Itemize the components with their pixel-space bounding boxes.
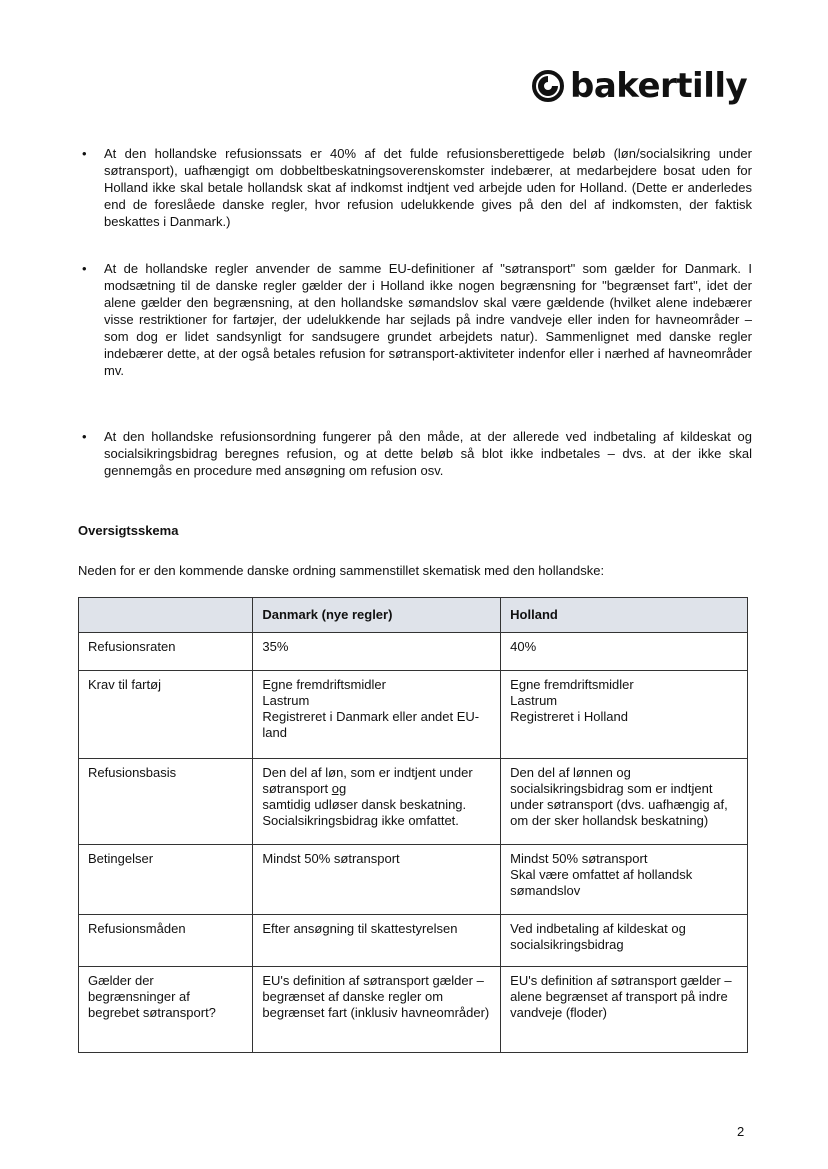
table-row (79, 671, 748, 759)
table-cell (253, 967, 501, 1053)
table-cell (253, 671, 501, 759)
cell-line: Egne fremdriftsmidler (262, 677, 386, 692)
cell-line: Socialsikringsbidrag ikke omfattet. (262, 813, 459, 828)
table-cell (501, 633, 748, 671)
table-cell (253, 915, 501, 967)
table-row (79, 759, 748, 845)
table-cell (501, 915, 748, 967)
table-cell (253, 633, 501, 671)
table-cell (253, 845, 501, 915)
bullet-item (82, 145, 752, 230)
cell-line: 35% (262, 639, 289, 654)
bakertilly-swirl-icon (532, 70, 564, 102)
cell-line: Ved indbetaling af kildeskat og socialsikringsbidrag (510, 921, 686, 952)
row-label: Gælder der begrænsninger af begrebet søtransport? (79, 967, 253, 1053)
row-label: Betingelser (79, 845, 253, 915)
table-row (79, 967, 748, 1053)
table-cell (501, 759, 748, 845)
page-number: 2 (737, 1124, 745, 1139)
cell-line: Den del af lønnen og socialsikringsbidrag som er indtjent under søtransport (dvs. uafhængig af, om der sker hollandsk beskatning) (510, 765, 728, 828)
table-header-cell: Holland (501, 598, 748, 633)
bullet-marker: • (82, 146, 87, 161)
table-header-row (79, 598, 748, 633)
comparison-table (78, 597, 748, 1053)
company-logo (532, 66, 747, 106)
cell-line: Skal være omfattet af hollandsk sømandslov (510, 867, 693, 898)
table-row (79, 845, 748, 915)
table-cell (501, 967, 748, 1053)
cell-line: Mindst 50% søtransport (262, 851, 400, 866)
table-cell (253, 759, 501, 845)
cell-line: EU's definition af søtransport gælder – begrænset af danske regler om begrænset fart (inklusiv havneområder) (262, 973, 490, 1020)
section-title: Oversigtsskema (78, 523, 179, 538)
cell-line: Registreret i Danmark eller andet EU-land (262, 709, 480, 740)
cell-line: Lastrum (510, 693, 558, 708)
bullet-text: At de hollandske regler anvender de samme EU-definitioner af "søtransport" som gælder for Danmark. I modsætning til de danske regler gælder der i Holland ikke nogen begrænsning for "begrænset fart", idet der alene gælder den begrænsning, at den hollandske sømandslov skal være gældende (hvilket alene indebærer visse restriktioner for fartøjer, der udelukkende har sejlads på indre vandveje eller inden for havneområder – som dog er lidet sandsynligt for sandsugere grundet arbejdets natur). Sammenlignet med danske regler indebærer dette, at der også betales refusion for søtransport-aktiviteter indenfor eller i nærhed af havneområder mv. (104, 261, 752, 378)
cell-line: samtidig udløser dansk beskatning. (262, 797, 467, 812)
row-label: Krav til fartøj (79, 671, 253, 759)
cell-line: Efter ansøgning til skattestyrelsen (262, 921, 458, 936)
table-row (79, 915, 748, 967)
bullet-marker: • (82, 261, 87, 276)
bullet-item (82, 260, 752, 379)
table-header-cell: Danmark (nye regler) (253, 598, 501, 633)
section-intro: Neden for er den kommende danske ordning sammenstillet skematisk med den hollandske: (78, 563, 605, 578)
row-label: Refusionsraten (79, 633, 253, 671)
row-label: Refusionsmåden (79, 915, 253, 967)
logo-text: bakertilly (570, 66, 748, 106)
cell-line: Egne fremdriftsmidler (510, 677, 634, 692)
bullet-text: At den hollandske refusionsordning fungerer på den måde, at der allerede ved indbetaling af kildeskat og socialsikringsbidrag beregnes refusion, og at dette beløb så blot ikke indbetales – dvs. at der ikke skal gennemgås en procedure med ansøgning om refusion osv. (104, 429, 752, 478)
cell-line: EU's definition af søtransport gælder – alene begrænset af transport på indre vandveje (floder) (510, 973, 732, 1020)
cell-line: Lastrum (262, 693, 310, 708)
cell-line (262, 765, 492, 797)
cell-line: Registreret i Holland (510, 709, 628, 724)
cell-line: Mindst 50% søtransport (510, 851, 648, 866)
bullet-marker: • (82, 429, 87, 444)
table-cell (501, 671, 748, 759)
table-cell (501, 845, 748, 915)
cell-text: Den del af løn, som er indtjent under søtransport (262, 765, 473, 796)
table-row (79, 633, 748, 671)
underlined-word: og (331, 781, 347, 796)
bullet-item (82, 428, 752, 479)
row-label: Refusionsbasis (79, 759, 253, 845)
cell-line: 40% (510, 639, 537, 654)
bullet-text: At den hollandske refusionssats er 40% af det fulde refusionsberettigede beløb (løn/socialsikring under søtransport), uafhængigt om dobbeltbeskatningsoverenskomster indebærer, at medarbejdere bosat uden for Holland ikke skal betale hollandsk skat af indkomst indtjent ved arbejde uden for Holland. (Dette er anderledes end de foreslåede danske regler, hvor refusion udelukkende gives på den del af indkomsten, der faktisk beskattes i Danmark.) (104, 146, 752, 229)
table-header-cell (79, 598, 253, 633)
